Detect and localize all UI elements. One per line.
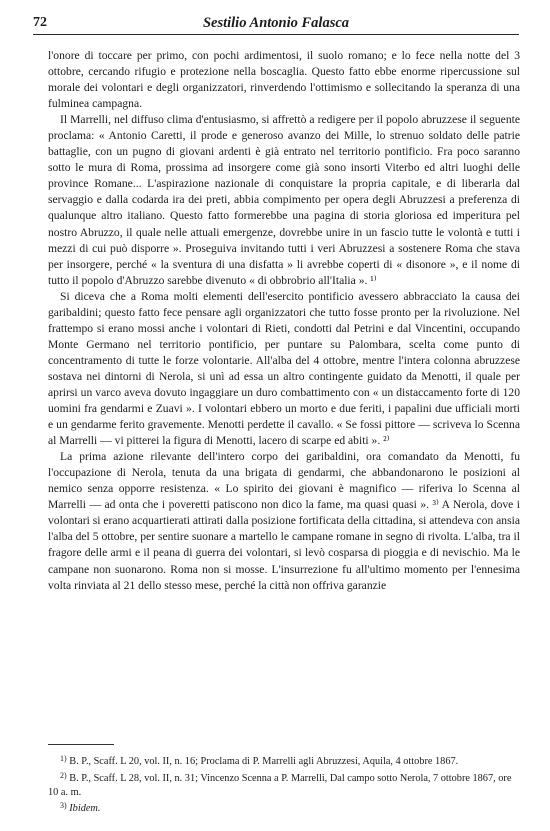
paragraph: Si diceva che a Roma molti elementi dell'esercito pontificio avessero abbracciato la causa dei garibaldini; questo fatto fece pensare agli organizzatori che tutto fosse pronto per la rivoluzione. Nel frattempo si erano mossi anche i volontari di Rieti, condotti dal Petrini e dal Vincentini, occupando Monte Germano nel territorio pontificio, per puntare su Palombara, scelta come punto di concentramento di tutte le forze volontarie. All'alba del 4 ottobre, mentre l'intera colonna abruzzese sostava nei dintorni di Nerola, si unì ad essa un altro contingente guidato da Menotti, il quale per aprirsi un varco aveva dovuto ingaggiare un duro combattimento con « un distaccamento forte di 120 uomini fra gendarmi e Zuavi ». I volontari ebbero un morto e due feriti, i papalini due ufficiali morti e un gendarme ferito gravemente. Menotti perdette il cavallo. « Se fossi pittore — scriveva lo Scenna al Marrelli — vi pitterei la figura di Menotti, lacero di scarpe ed abiti ». ²⁾	[48, 289, 520, 448]
footnote-mark: 3)	[60, 801, 67, 811]
footnote	[48, 769, 520, 800]
footnotes	[48, 752, 520, 816]
footnote-divider	[48, 744, 114, 745]
page-header	[33, 14, 519, 35]
paragraph: l'onore di toccare per primo, con pochi ardimentosi, il suolo romano; e lo fece nella notte del 3 ottobre, cercando rifugio e protezione nella boscaglia. Questo fatto ebbe enorme ripercussione sul morale dei volontari e degli organizzatori, rinverdendo l'ottimismo e sollecitando la speranza di una fulminea campagna.	[48, 49, 520, 111]
paragraph: Il Marrelli, nel diffuso clima d'entusiasmo, si affrettò a redigere per il popolo abruzzese il seguente proclama: « Antonio Caretti, il prode e generoso avanzo dei Mille, lo strenuo soldato delle patrie battaglie, con un pugno di giovani ardenti è già entrato nel territorio pontificio. Fra poco saranno sotto le mura di Roma, prossima ad insorgere come già sono insorti Viterbo ed altri luoghi delle province Romane... L'aspirazione nazionale di conquistare la propria capitale, e di liberarla dal servaggio e dalla codarda ira dei preti, abbia compimento per opera degli Abruzzesi a preferenza di qualunque altro italiano. Questo fatto formerebbe una pagina di storia gloriosa ed imperitura pel nostro Abruzzo, il quale nelle attuali emergenze, dovrebbe unire in un fascio tutte le volontà e tutti i mezzi di cui può disporre ». Proseguiva invitando tutti i veri Abruzzesi a sostenere Roma che stava per insorgere, perché « la sventura di una disfatta » li avrebbe coperti di « disonore », e il nome di tutto il popolo d'Abruzzo sarebbe divenuto « di obbrobrio all'Italia ». ¹⁾	[48, 113, 520, 287]
paragraph: La prima azione rilevante dell'intero corpo dei garibaldini, ora comandato da Menotti, fu l'occupazione di Nerola, tenuta da una brigata di gendarmi, che abbandonarono le posizioni al nemico senza opporre resistenza. « Lo spirito dei giovani è magnifico — riferiva lo Scenna al Marrelli — ad onta che i poveretti patiscono non dico la fame, ma quasi quasi ». ³⁾ A Nerola, dove i volontari si erano acquartierati attirati dalla posizione fortificata della cittadina, si attendeva con ansia l'alba del 5 ottobre, per sentire suonare a martello le campane romane in segno di rivolta. L'alba, tra il fragore delle armi e il peana di guerra dei volontari, si levò cosparsa di pioggia e di nevischio. Ma le campane non suonarono. Roma non si mosse. L'insurrezione fu all'ultimo momento per l'ennesima volta rinviata al 21 dello stesso mese, perché la città non offriva garanzie	[48, 450, 520, 592]
body-text	[48, 48, 520, 594]
page-number: 72	[33, 15, 47, 30]
running-head: Sestilio Antonio Falasca	[202, 15, 350, 31]
footnote-mark: 2)	[60, 770, 67, 780]
footnote-mark: 1)	[60, 754, 67, 763]
footnote	[48, 752, 520, 769]
footnote-text: B. P., Scaff. L 28, vol. II, n. 31; Vincenzo Scenna a P. Marrelli, Dal campo sotto Nerola, 7 ottobre 1867, ore 10 a. m.	[48, 772, 512, 798]
footnote-text: B. P., Scaff. L 20, vol. II, n. 16; Proclama di P. Marrelli agli Abruzzesi, Aquila, 4 ottobre 1867.	[69, 756, 459, 767]
footnote-text: Ibidem.	[69, 803, 101, 815]
footnote	[48, 799, 520, 816]
